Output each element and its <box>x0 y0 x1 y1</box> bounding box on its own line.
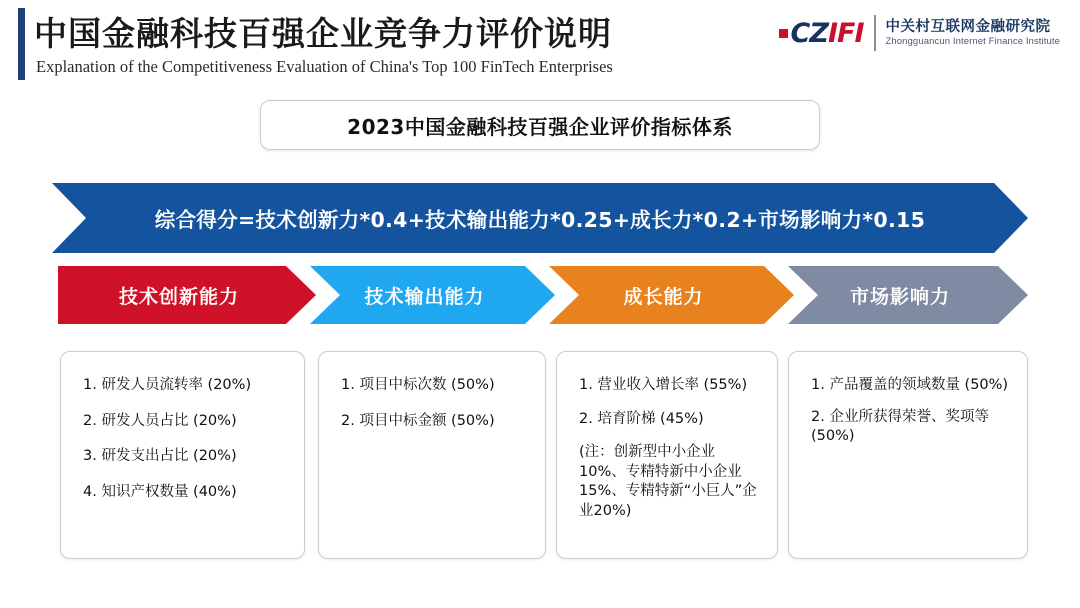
dimension-label: 成长能力 <box>623 285 704 308</box>
dimension-label: 技术输出能力 <box>364 285 485 308</box>
page-title-en: Explanation of the Competitiveness Evaluation of China's Top 100 FinTech Enterprises <box>36 57 613 76</box>
score-formula-banner <box>52 183 1028 253</box>
indicator-card-tech-innovation <box>60 351 305 559</box>
logo-name-en: Zhongguancun Internet Finance Institute <box>885 36 1060 48</box>
indicator-item: 2. 企业所获得荣誉、奖项等 (50%) <box>811 408 989 445</box>
logo-mark-icon <box>779 16 864 50</box>
indicator-item: 4. 知识产权数量 (40%) <box>83 483 237 500</box>
page-title-cn: 中国金融科技百强企业竞争力评价说明 <box>34 14 612 53</box>
indicator-item: 2. 项目中标金额 (50%) <box>341 412 495 429</box>
logo-wordmark <box>790 17 864 49</box>
dimension-arrow-growth <box>549 266 794 324</box>
indicator-card-tech-output <box>318 351 546 559</box>
indicator-note: (注：创新型中小企业10%、专精特新中小企业15%、专精特新“小巨人”企业20%) <box>579 444 757 519</box>
indicator-item: 2. 培育阶梯 (45%) <box>579 410 704 427</box>
indicator-item: 2. 研发人员占比 (20%) <box>83 412 237 429</box>
logo-wordmark-right: IFI <box>827 17 864 49</box>
dimension-label: 技术创新能力 <box>118 285 239 308</box>
index-system-title-box <box>260 100 820 150</box>
header-accent-bar <box>18 8 25 80</box>
dimension-label: 市场影响力 <box>849 285 950 308</box>
logo-institute-names <box>886 18 1061 48</box>
institute-logo <box>779 12 1060 54</box>
index-system-title: 2023中国金融科技百强企业评价指标体系 <box>347 114 733 139</box>
indicator-item: 1. 项目中标次数 (50%) <box>341 377 495 393</box>
logo-name-cn: 中关村互联网金融研究院 <box>885 19 1051 35</box>
indicator-item: 3. 研发支出占比 (20%) <box>83 448 237 465</box>
logo-wordmark-left: CZ <box>790 17 828 49</box>
indicator-card-growth <box>556 351 778 559</box>
page-header <box>0 0 1080 88</box>
logo-square-icon <box>779 29 788 38</box>
indicator-card-market-influence <box>788 351 1028 559</box>
logo-divider <box>874 15 876 51</box>
dimension-arrow-tech-innovation <box>58 266 316 324</box>
score-formula-text: 综合得分=技术创新力*0.4+技术输出能力*0.25+成长力*0.2+市场影响力*0.15 <box>154 208 926 232</box>
indicator-item: 1. 营业收入增长率 (55%) <box>579 377 748 393</box>
indicator-item: 1. 研发人员流转率 (20%) <box>83 377 252 393</box>
dimension-arrow-tech-output <box>310 266 555 324</box>
dimension-arrow-market-influence <box>788 266 1028 324</box>
indicator-item: 1. 产品覆盖的领域数量 (50%) <box>811 377 1009 393</box>
